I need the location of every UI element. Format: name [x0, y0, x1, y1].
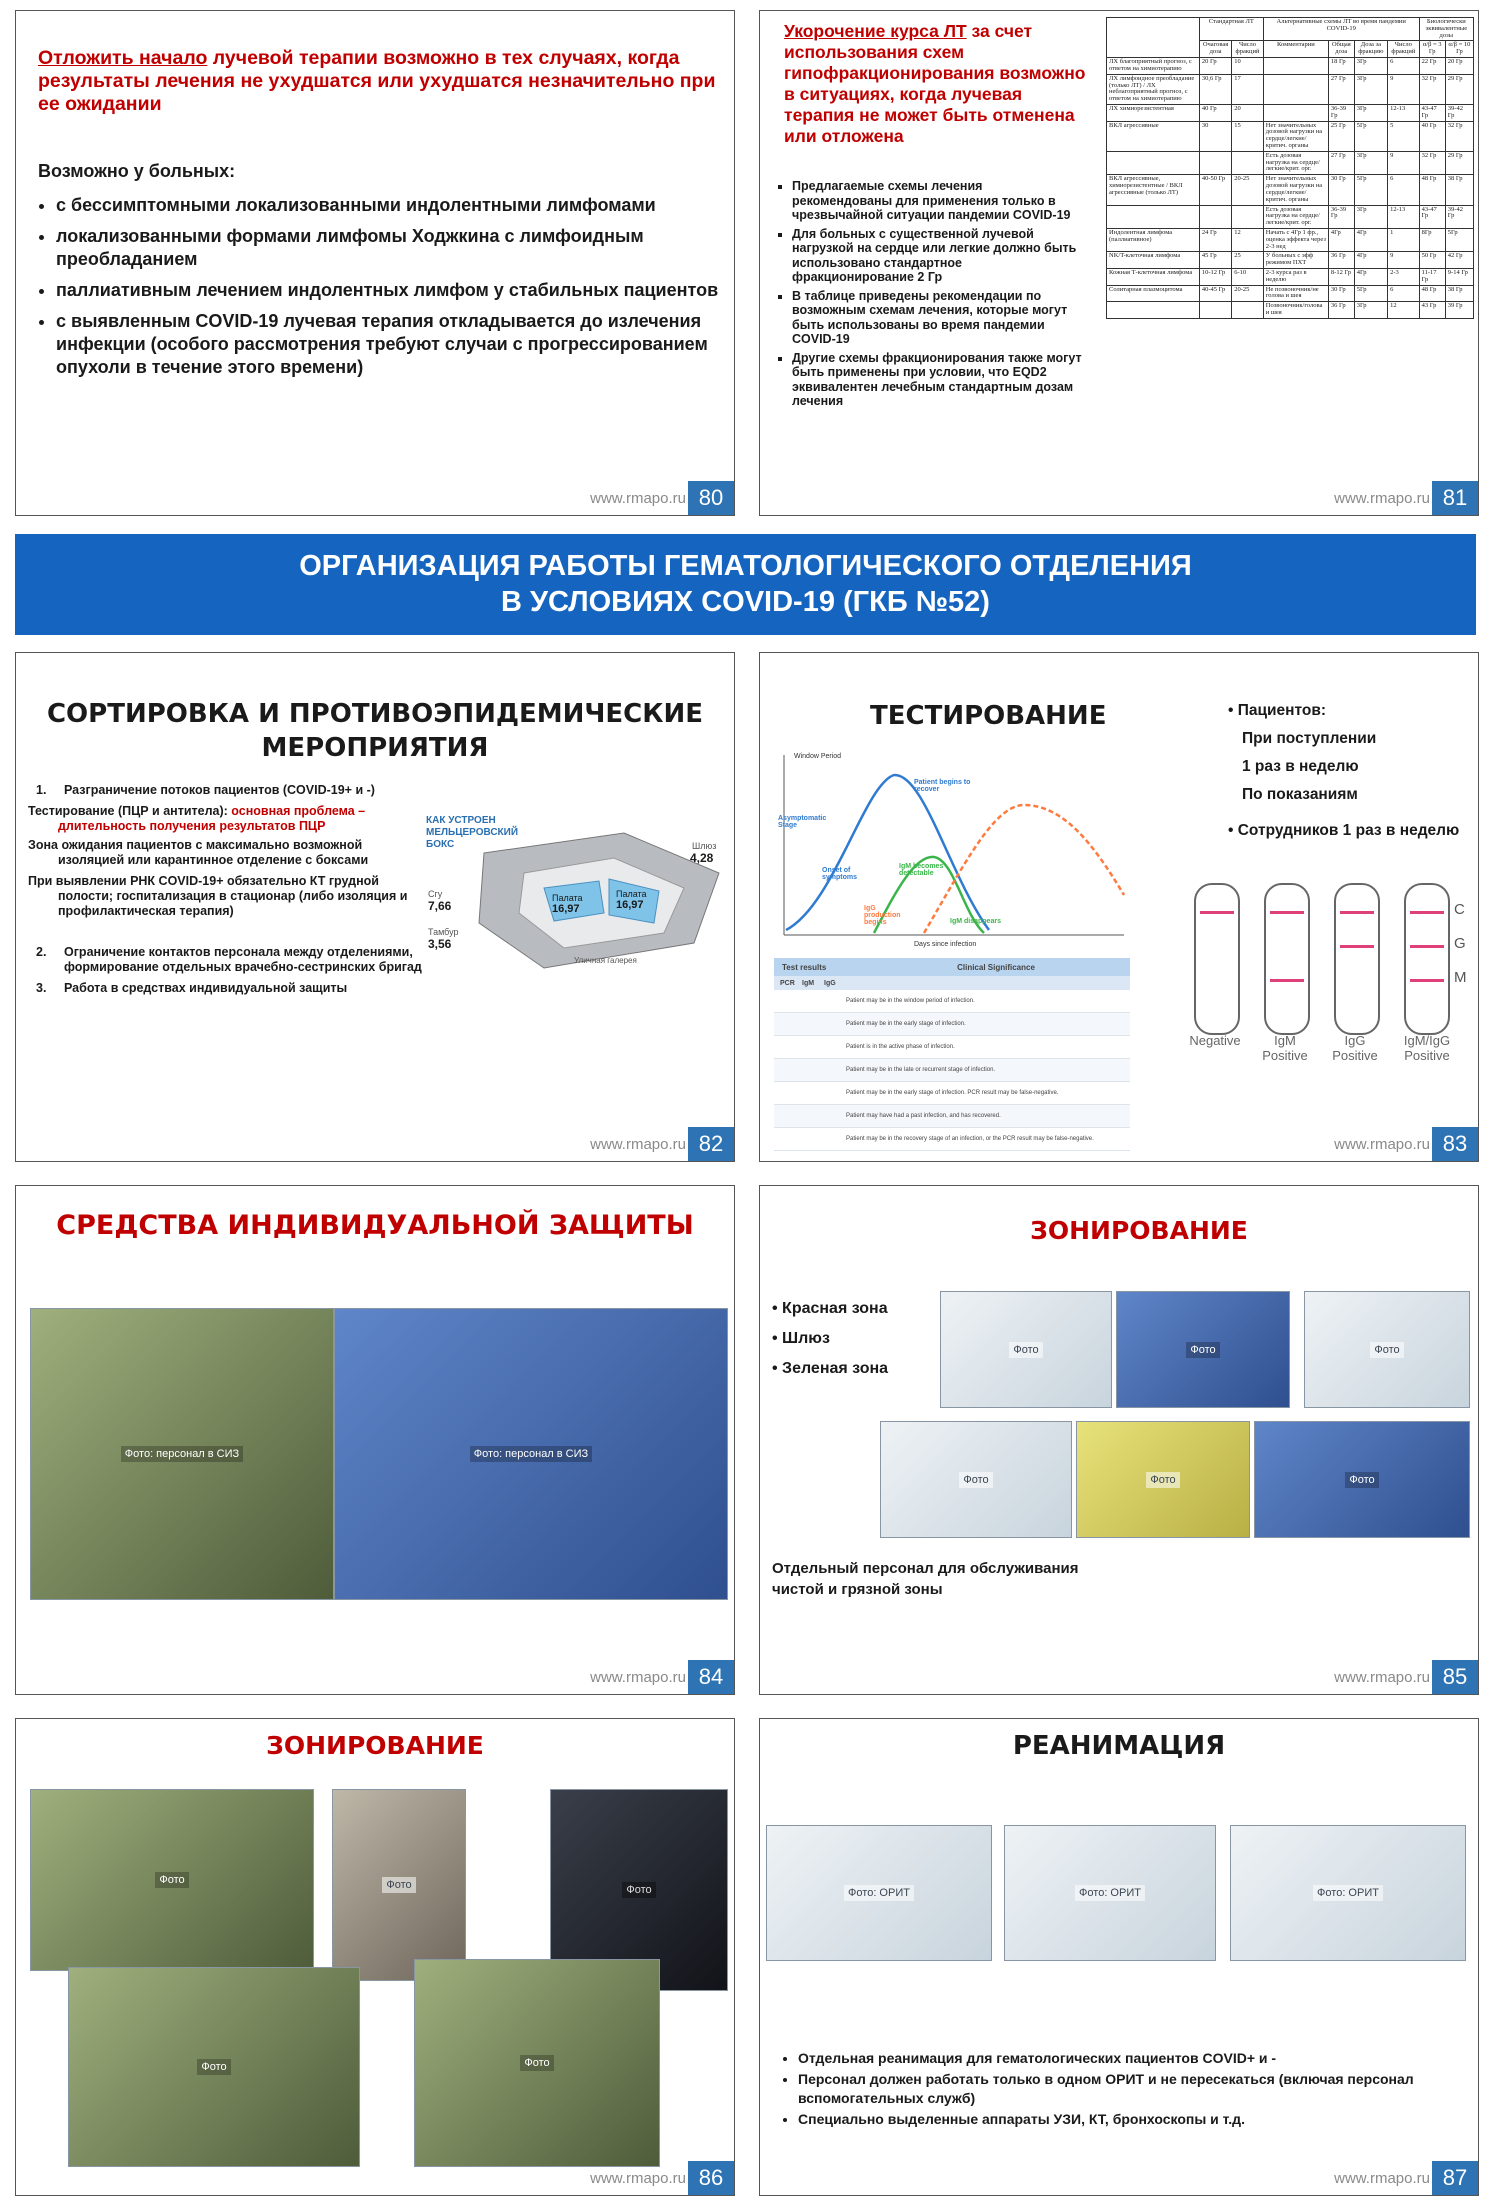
site-url: www.rmapo.ru: [590, 2170, 686, 2187]
table-cell: 5Гр: [1354, 175, 1387, 205]
table-cell: 25: [1232, 252, 1264, 269]
list-item: ▪ Для больных с существенной лучевой нагрузкой на сердце или легкие должно быть использовано стандартное фракционирование 2 Гр: [792, 227, 1082, 285]
table-cell: 12: [1388, 302, 1420, 319]
table-cell: 5Гр: [1445, 228, 1473, 251]
table-cell: ЛХ благоприятный прогноз, с ответом на химиотерапию: [1107, 58, 1200, 75]
table-cell: 30 Гр: [1328, 285, 1354, 302]
table-row: [1107, 121, 1474, 151]
th-bio: Биологически эквивалентные дозы: [1419, 18, 1473, 41]
zone-photo-3: Фото: [1304, 1291, 1470, 1408]
table-cell: 8-12 Гр: [1328, 269, 1354, 286]
table-cell: 25 Гр: [1328, 121, 1354, 151]
slide-82-title: СОРТИРОВКА И ПРОТИВОЭПИДЕМИЧЕСКИЕ МЕРОПРИЯТИЯ: [46, 699, 704, 763]
table-cell: 36 Гр: [1328, 302, 1354, 319]
rt-table-body: [1107, 58, 1474, 319]
table-cell: 15: [1232, 121, 1264, 151]
table-cell: 27 Гр: [1328, 74, 1354, 104]
list-item: ▪ Предлагаемые схемы лечения рекомендованы для применения только в чрезвычайной ситуации пандемии COVID-19: [792, 179, 1082, 223]
table-cell: 39-42 Гр: [1445, 104, 1473, 121]
list-item: • Специально выделенные аппараты УЗИ, КТ, бронхоскопы и т.д.: [798, 2110, 1458, 2129]
table-cell: [1107, 302, 1200, 319]
slide-83-bullets: • Пациентов: При поступлении 1 раз в неделю По показаниям • Сотрудников 1 раз в неделю: [1228, 702, 1460, 839]
th-alt: Альтернативные схемы ЛТ во время пандемии COVID-19: [1263, 18, 1419, 41]
site-url: www.rmapo.ru: [1334, 2170, 1430, 2187]
rt-schedule-table: Стандартная ЛТ Альтернативные схемы ЛТ во время пандемии COVID-19 Биологически эквивалентные дозы Очаговая доза Число фракций Комментарии Общая доза Доза за фракцию Число фракций α/β = 3 Гр α/β = 10 Гр ЛХ благоприятный прогноз, с ответом на химиотерапию 20 Гр 10 18 Гр 3Гр 6 22 Гр 20 Гр ЛХ лимфоидное преобладание (только ЛТ) / ЛХ неблагоприятный прогноз, с ответом на химиотерапию 30,6 Гр 17 27 Гр 3Гр 9 32 Гр 29 Гр ЛХ химиорезистентная 40 Гр 20 36-39 Гр 3Гр 12-13 43-47 Гр 39-42 Гр ВКЛ агрессивные 30 15 Нет значительных дозовой нагрузки на сердце/легкие/критич. органы 25 Гр 5Гр 5 40 Гр 32 Гр Есть дозовая нагрузка на сердце/легкие/крит. орг. 27 Гр 3Гр 9 32 Гр 29 Гр ВКЛ агрессивные, химиорезистентные / ВКЛ агрессивные (только ЛТ) 40-50 Гр 20-25 Нет значительных дозовой нагрузки на сердце/легкие/критич. органы 30 Гр 5Гр 6 48 Гр 38 Гр Есть дозовая нагрузка на сердце/легкие/крит. орг. 36-39 Гр 3Гр 12-13 43-47 Гр 39-42 Гр Индолентная лимфома (паллиативное) 24 Гр 12 Начать с 4Гр 1 фр., оценка эффекта через 2-3 нед 4Гр 4Гр 1 8Гр 5Гр NK/T-клеточная лимфома 45 Гр 25 У больных с эфф режимом ПХТ 36 Гр 4Гр 9 50 Гр 42 Гр Кожная Т-клеточная лимфома 10-12 Гр 6-10 2-3 курса раз в неделю 8-12 Гр 4Гр 2-3 11-17 Гр 9-14 Гр Солитарная плазмоцитома 40-45 Гр 20-25 Не позвоночник/не голова и шея 30 Гр 5Гр 6 48 Гр 38 Гр Позвоночник/голова и шея 36 Гр 3Гр 12 43 Гр 39 Гр: [1106, 17, 1474, 319]
page-number: 84: [688, 1660, 734, 1694]
table-cell: ВКЛ агрессивные: [1107, 121, 1200, 151]
table-cell: Есть дозовая нагрузка на сердце/легкие/крит. орг.: [1263, 151, 1328, 174]
table-cell: Нет значительных дозовой нагрузки на сердце/легкие/критич. органы: [1263, 121, 1328, 151]
list-item: • Отдельная реанимация для гематологических пациентов COVID+ и -: [798, 2049, 1458, 2068]
zone-photo-1: Фото: [940, 1291, 1112, 1408]
test-result-row: Patient may be in the early stage of infection. PCR result may be false-negative.: [774, 1082, 1130, 1105]
table-cell: [1199, 151, 1231, 174]
table-cell: 6: [1388, 285, 1420, 302]
table-cell: 12: [1232, 228, 1264, 251]
table-cell: 43 Гр: [1419, 302, 1445, 319]
icu-photo-2: Фото: ОРИТ: [1004, 1825, 1216, 1961]
slide-83: [759, 652, 1479, 1162]
table-cell: 40 Гр: [1199, 104, 1231, 121]
table-cell: 39-42 Гр: [1445, 205, 1473, 228]
table-cell: 22 Гр: [1419, 58, 1445, 75]
table-cell: 32 Гр: [1419, 151, 1445, 174]
test-result-row: Patient may be in the early stage of infection.: [774, 1013, 1130, 1036]
table-cell: У больных с эфф режимом ПХТ: [1263, 252, 1328, 269]
table-cell: 43-47 Гр: [1419, 104, 1445, 121]
th-standard: Стандартная ЛТ: [1199, 18, 1263, 41]
table-cell: 6-10: [1232, 269, 1264, 286]
test-result-row: Patient is in the active phase of infection.: [774, 1036, 1130, 1059]
table-cell: 30,6 Гр: [1199, 74, 1231, 104]
table-cell: 5: [1388, 121, 1420, 151]
page-number: 86: [688, 2161, 734, 2195]
table-cell: 17: [1232, 74, 1264, 104]
page-number: 85: [1432, 1660, 1478, 1694]
table-cell: 2-3: [1388, 269, 1420, 286]
icu-photo-1: Фото: ОРИТ: [766, 1825, 992, 1961]
table-cell: NK/T-клеточная лимфома: [1107, 252, 1200, 269]
table-row: [1107, 175, 1474, 205]
slide-82-text: 1. Разграничение потоков пациентов (COVID-19+ и -) Тестирование (ПЦР и антитела): основная проблема – длительность получения результатов ПЦР Зона ожидания пациентов с максимально возможной изоляцией или карантинное отделение с боксами При выявлении РНК COVID-19+ обязательно КТ грудной полости; госпитализация в стационар (либо изоляция и профилактическая терапия) 2. Ограничение контактов персонала между отделениями, формирование отдельных врачебно-сестринских бригад 3. Работа в средствах индивидуальной защиты: [28, 783, 422, 995]
test-result-row: Patient may be in the late or recurrent stage of infection.: [774, 1059, 1130, 1082]
table-cell: 39 Гр: [1445, 302, 1473, 319]
page-number: 82: [688, 1127, 734, 1161]
table-cell: 9: [1388, 252, 1420, 269]
table-cell: [1232, 205, 1264, 228]
table-cell: Есть дозовая нагрузка на сердце/легкие/крит. орг.: [1263, 205, 1328, 228]
test-result-row: Patient may be in the recovery stage of an infection, or the PCR result may be false-negative.: [774, 1128, 1130, 1151]
page-number: 87: [1432, 2161, 1478, 2195]
table-cell: 40 Гр: [1419, 121, 1445, 151]
site-url: www.rmapo.ru: [590, 1669, 686, 1686]
table-cell: 29 Гр: [1445, 151, 1473, 174]
test-results-table: Test results Clinical Significance PCR IgM IgG Patient may be in the window period of infection. Patient may be in the early stage of infection. Patient is in the active phase of infection. Patient may be in the late or recurrent stage of infection. Patient may be in the early stage of infection. PCR result may be false-negative. Patient may have had a past infection, and has recovered. Patient may be in the recovery stage of an infection, or the PCR result may be false-negative.: [774, 958, 1130, 1148]
table-cell: 43-47 Гр: [1419, 205, 1445, 228]
zone-photo-2: Фото: [1116, 1291, 1290, 1408]
table-cell: 3Гр: [1354, 302, 1387, 319]
slide-85-title: ЗОНИРОВАНИЕ: [1030, 1216, 1248, 1245]
table-cell: 9: [1388, 151, 1420, 174]
test-results-rows: [774, 990, 1130, 1151]
table-cell: 29 Гр: [1445, 74, 1473, 104]
outdoor-photo-4: Фото: [68, 1967, 360, 2167]
table-cell: 12-13: [1388, 205, 1420, 228]
table-cell: [1263, 74, 1328, 104]
table-cell: 40-50 Гр: [1199, 175, 1231, 205]
test-result-row: Patient may be in the window period of infection.: [774, 990, 1130, 1013]
table-cell: [1263, 58, 1328, 75]
zone-photo-5: Фото: [1076, 1421, 1250, 1538]
table-row: [1107, 104, 1474, 121]
slide-80-bullets: [34, 194, 735, 387]
table-cell: 45 Гр: [1199, 252, 1231, 269]
slide-87-bullets: [776, 2049, 1458, 2131]
table-cell: [1199, 302, 1231, 319]
slide-80-title: Отложить начало лучевой терапии возможно в тех случаях, когда результаты лечения не ухудшатся или ухудшатся незначительно при ее ожидании: [38, 47, 716, 115]
table-cell: 36-39 Гр: [1328, 205, 1354, 228]
table-cell: 42 Гр: [1445, 252, 1473, 269]
strip-igm: [1264, 883, 1310, 1035]
table-cell: 24 Гр: [1199, 228, 1231, 251]
slide-81-title: Укорочение курса ЛТ за счет использования схем гипофракционирования возможно в ситуациях, когда лучевая терапия не может быть отменена или отложена: [784, 21, 1086, 146]
slide-84: [15, 1185, 735, 1695]
table-cell: 2-3 курса раз в неделю: [1263, 269, 1328, 286]
box-plan-image: КАК УСТРОЕН МЕЛЬЦЕРОВСКИЙ БОКС Шлюз 4,28 Сгу 7,66 Тамбур 3,56 Палата 16,97 Палата 16,97 Уличная галерея: [424, 813, 724, 973]
table-cell: Нет значительных дозовой нагрузки на сердце/легкие/критич. органы: [1263, 175, 1328, 205]
table-row: [1107, 205, 1474, 228]
list-item: ▪ Другие схемы фракционирования также могут быть применены при условии, что EQD2 эквивалентен лечебным стандартным дозам лечения: [792, 351, 1082, 409]
table-cell: 3Гр: [1354, 205, 1387, 228]
table-cell: 4Гр: [1354, 252, 1387, 269]
table-cell: [1199, 205, 1231, 228]
test-result-row: Patient may have had a past infection, and has recovered.: [774, 1105, 1130, 1128]
slide-80-subtitle: Возможно у больных:: [38, 161, 236, 181]
table-cell: 10-12 Гр: [1199, 269, 1231, 286]
banner-line-1: ОРГАНИЗАЦИЯ РАБОТЫ ГЕМАТОЛОГИЧЕСКОГО ОТДЕЛЕНИЯ: [299, 550, 1192, 582]
strip-igm-igg: [1404, 883, 1450, 1035]
table-cell: 8Гр: [1419, 228, 1445, 251]
table-cell: 38 Гр: [1445, 285, 1473, 302]
strip-igg: [1334, 883, 1380, 1035]
table-cell: 20: [1232, 104, 1264, 121]
table-row: [1107, 74, 1474, 104]
slide-85-bullets: • Красная зона • Шлюз • Зеленая зона: [772, 1300, 889, 1377]
table-row: [1107, 252, 1474, 269]
slide-84-title: СРЕДСТВА ИНДИВИДУАЛЬНОЙ ЗАЩИТЫ: [56, 1210, 694, 1241]
table-cell: ЛХ лимфоидное преобладание (только ЛТ) / ЛХ неблагоприятный прогноз, с ответом на химиотерапию: [1107, 74, 1200, 104]
list-item: • с выявленным COVID-19 лучевая терапия откладывается до излечения инфекции (особого рассмотрения требуют случаи с прогрессированием опухоли в течение этого времени): [56, 310, 735, 379]
table-row: [1107, 151, 1474, 174]
site-url: www.rmapo.ru: [1334, 490, 1430, 507]
table-cell: 20 Гр: [1445, 58, 1473, 75]
zone-photo-4: Фото: [880, 1421, 1072, 1538]
slide-86: [15, 1718, 735, 2196]
slide-81: [759, 10, 1479, 516]
site-url: www.rmapo.ru: [590, 1136, 686, 1153]
table-cell: Индолентная лимфома (паллиативное): [1107, 228, 1200, 251]
table-cell: 27 Гр: [1328, 151, 1354, 174]
box-plan-title: КАК УСТРОЕН МЕЛЬЦЕРОВСКИЙ БОКС: [426, 815, 519, 850]
table-cell: 6: [1388, 175, 1420, 205]
icu-photo-3: Фото: ОРИТ: [1230, 1825, 1466, 1961]
table-cell: 18 Гр: [1328, 58, 1354, 75]
slide-85: [759, 1185, 1479, 1695]
table-cell: [1107, 151, 1200, 174]
list-item: • Персонал должен работать только в одном ОРИТ и не пересекаться (включая персонал вспомогательных служб): [798, 2070, 1458, 2108]
table-cell: 10: [1232, 58, 1264, 75]
outdoor-photo-1: Фото: [30, 1789, 314, 1971]
page-number: 83: [1432, 1127, 1478, 1161]
site-url: www.rmapo.ru: [1334, 1136, 1430, 1153]
table-cell: 38 Гр: [1445, 175, 1473, 205]
table-cell: Солитарная плазмоцитома: [1107, 285, 1200, 302]
table-cell: 20-25: [1232, 285, 1264, 302]
table-cell: 9: [1388, 74, 1420, 104]
slide-81-bullets: [774, 179, 1082, 413]
strip-negative: [1194, 883, 1240, 1035]
site-url: www.rmapo.ru: [1334, 1669, 1430, 1686]
table-cell: 11-17 Гр: [1419, 269, 1445, 286]
outdoor-photo-2: Фото: [332, 1789, 466, 1981]
table-row: [1107, 269, 1474, 286]
table-cell: Не позвоночник/не голова и шея: [1263, 285, 1328, 302]
slide-87: [759, 1718, 1479, 2196]
table-cell: 32 Гр: [1419, 74, 1445, 104]
site-url: www.rmapo.ru: [590, 490, 686, 507]
test-strips: C G M Negative IgM Positive IgG Positive IgM/IgG Positive: [1180, 883, 1470, 1103]
table-cell: Кожная Т-клеточная лимфома: [1107, 269, 1200, 286]
slide-83-title: ТЕСТИРОВАНИЕ: [870, 701, 1107, 731]
table-cell: ВКЛ агрессивные, химиорезистентные / ВКЛ агрессивные (только ЛТ): [1107, 175, 1200, 205]
table-cell: 9-14 Гр: [1445, 269, 1473, 286]
table-row: [1107, 228, 1474, 251]
table-cell: 3Гр: [1354, 74, 1387, 104]
ppe-photo-1: Фото: персонал в СИЗ: [30, 1308, 334, 1600]
table-cell: 48 Гр: [1419, 175, 1445, 205]
table-cell: 4Гр: [1354, 228, 1387, 251]
outdoor-photo-5: Фото: [414, 1959, 660, 2167]
table-cell: [1107, 205, 1200, 228]
table-cell: 30: [1199, 121, 1231, 151]
table-cell: 3Гр: [1354, 104, 1387, 121]
table-cell: 5Гр: [1354, 121, 1387, 151]
table-cell: 3Гр: [1354, 151, 1387, 174]
list-item: • локализованными формами лимфомы Ходжкина с лимфоидным преобладанием: [56, 225, 735, 271]
table-row: [1107, 302, 1474, 319]
table-cell: 48 Гр: [1419, 285, 1445, 302]
table-cell: 40-45 Гр: [1199, 285, 1231, 302]
table-cell: 36-39 Гр: [1328, 104, 1354, 121]
slide-87-title: РЕАНИМАЦИЯ: [1012, 1731, 1226, 1761]
table-row: [1107, 58, 1474, 75]
rt-schedule-table-wrap: [1106, 17, 1474, 485]
page-number: 81: [1432, 481, 1478, 515]
page-number: 80: [688, 481, 734, 515]
list-item: • с бессимптомными локализованными индолентными лимфомами: [56, 194, 735, 217]
table-cell: 4Гр: [1328, 228, 1354, 251]
banner-line-2: В УСЛОВИЯХ COVID-19 (ГКБ №52): [501, 586, 990, 618]
table-cell: [1232, 302, 1264, 319]
table-cell: Позвоночник/голова и шея: [1263, 302, 1328, 319]
table-cell: 12-13: [1388, 104, 1420, 121]
antibody-chart: Window Period Asymptomatic Stage Patient begins to recover Onset of symptoms IgM becomes detectable IgG production begins IgM disappears Days since infection: [774, 745, 1130, 953]
slide-80: [15, 10, 735, 516]
table-cell: 3Гр: [1354, 58, 1387, 75]
table-cell: 20-25: [1232, 175, 1264, 205]
slide-85-note: Отдельный персонал для обслуживания чистой и грязной зоны: [772, 1560, 1079, 1598]
table-cell: 20 Гр: [1199, 58, 1231, 75]
section-banner: [15, 534, 1476, 635]
list-item: ▪ В таблице приведены рекомендации по возможным схемам лечения, которые могут быть использованы во время пандемии COVID-19: [792, 289, 1082, 347]
slide-82: [15, 652, 735, 1162]
table-cell: 4Гр: [1354, 269, 1387, 286]
table-cell: [1232, 151, 1264, 174]
table-cell: 32 Гр: [1445, 121, 1473, 151]
list-item: • паллиативным лечением индолентных лимфом у стабильных пациентов: [56, 279, 735, 302]
table-cell: Начать с 4Гр 1 фр., оценка эффекта через 2-3 нед: [1263, 228, 1328, 251]
table-cell: [1263, 104, 1328, 121]
table-row: [1107, 285, 1474, 302]
slide-86-title: ЗОНИРОВАНИЕ: [266, 1731, 484, 1760]
table-cell: ЛХ химиорезистентная: [1107, 104, 1200, 121]
table-cell: 1: [1388, 228, 1420, 251]
table-cell: 30 Гр: [1328, 175, 1354, 205]
table-cell: 36 Гр: [1328, 252, 1354, 269]
table-cell: 5Гр: [1354, 285, 1387, 302]
table-cell: 6: [1388, 58, 1420, 75]
outdoor-photo-3: Фото: [550, 1789, 728, 1991]
zone-photo-6: Фото: [1254, 1421, 1470, 1538]
ppe-photo-2: Фото: персонал в СИЗ: [334, 1308, 728, 1600]
table-cell: 50 Гр: [1419, 252, 1445, 269]
